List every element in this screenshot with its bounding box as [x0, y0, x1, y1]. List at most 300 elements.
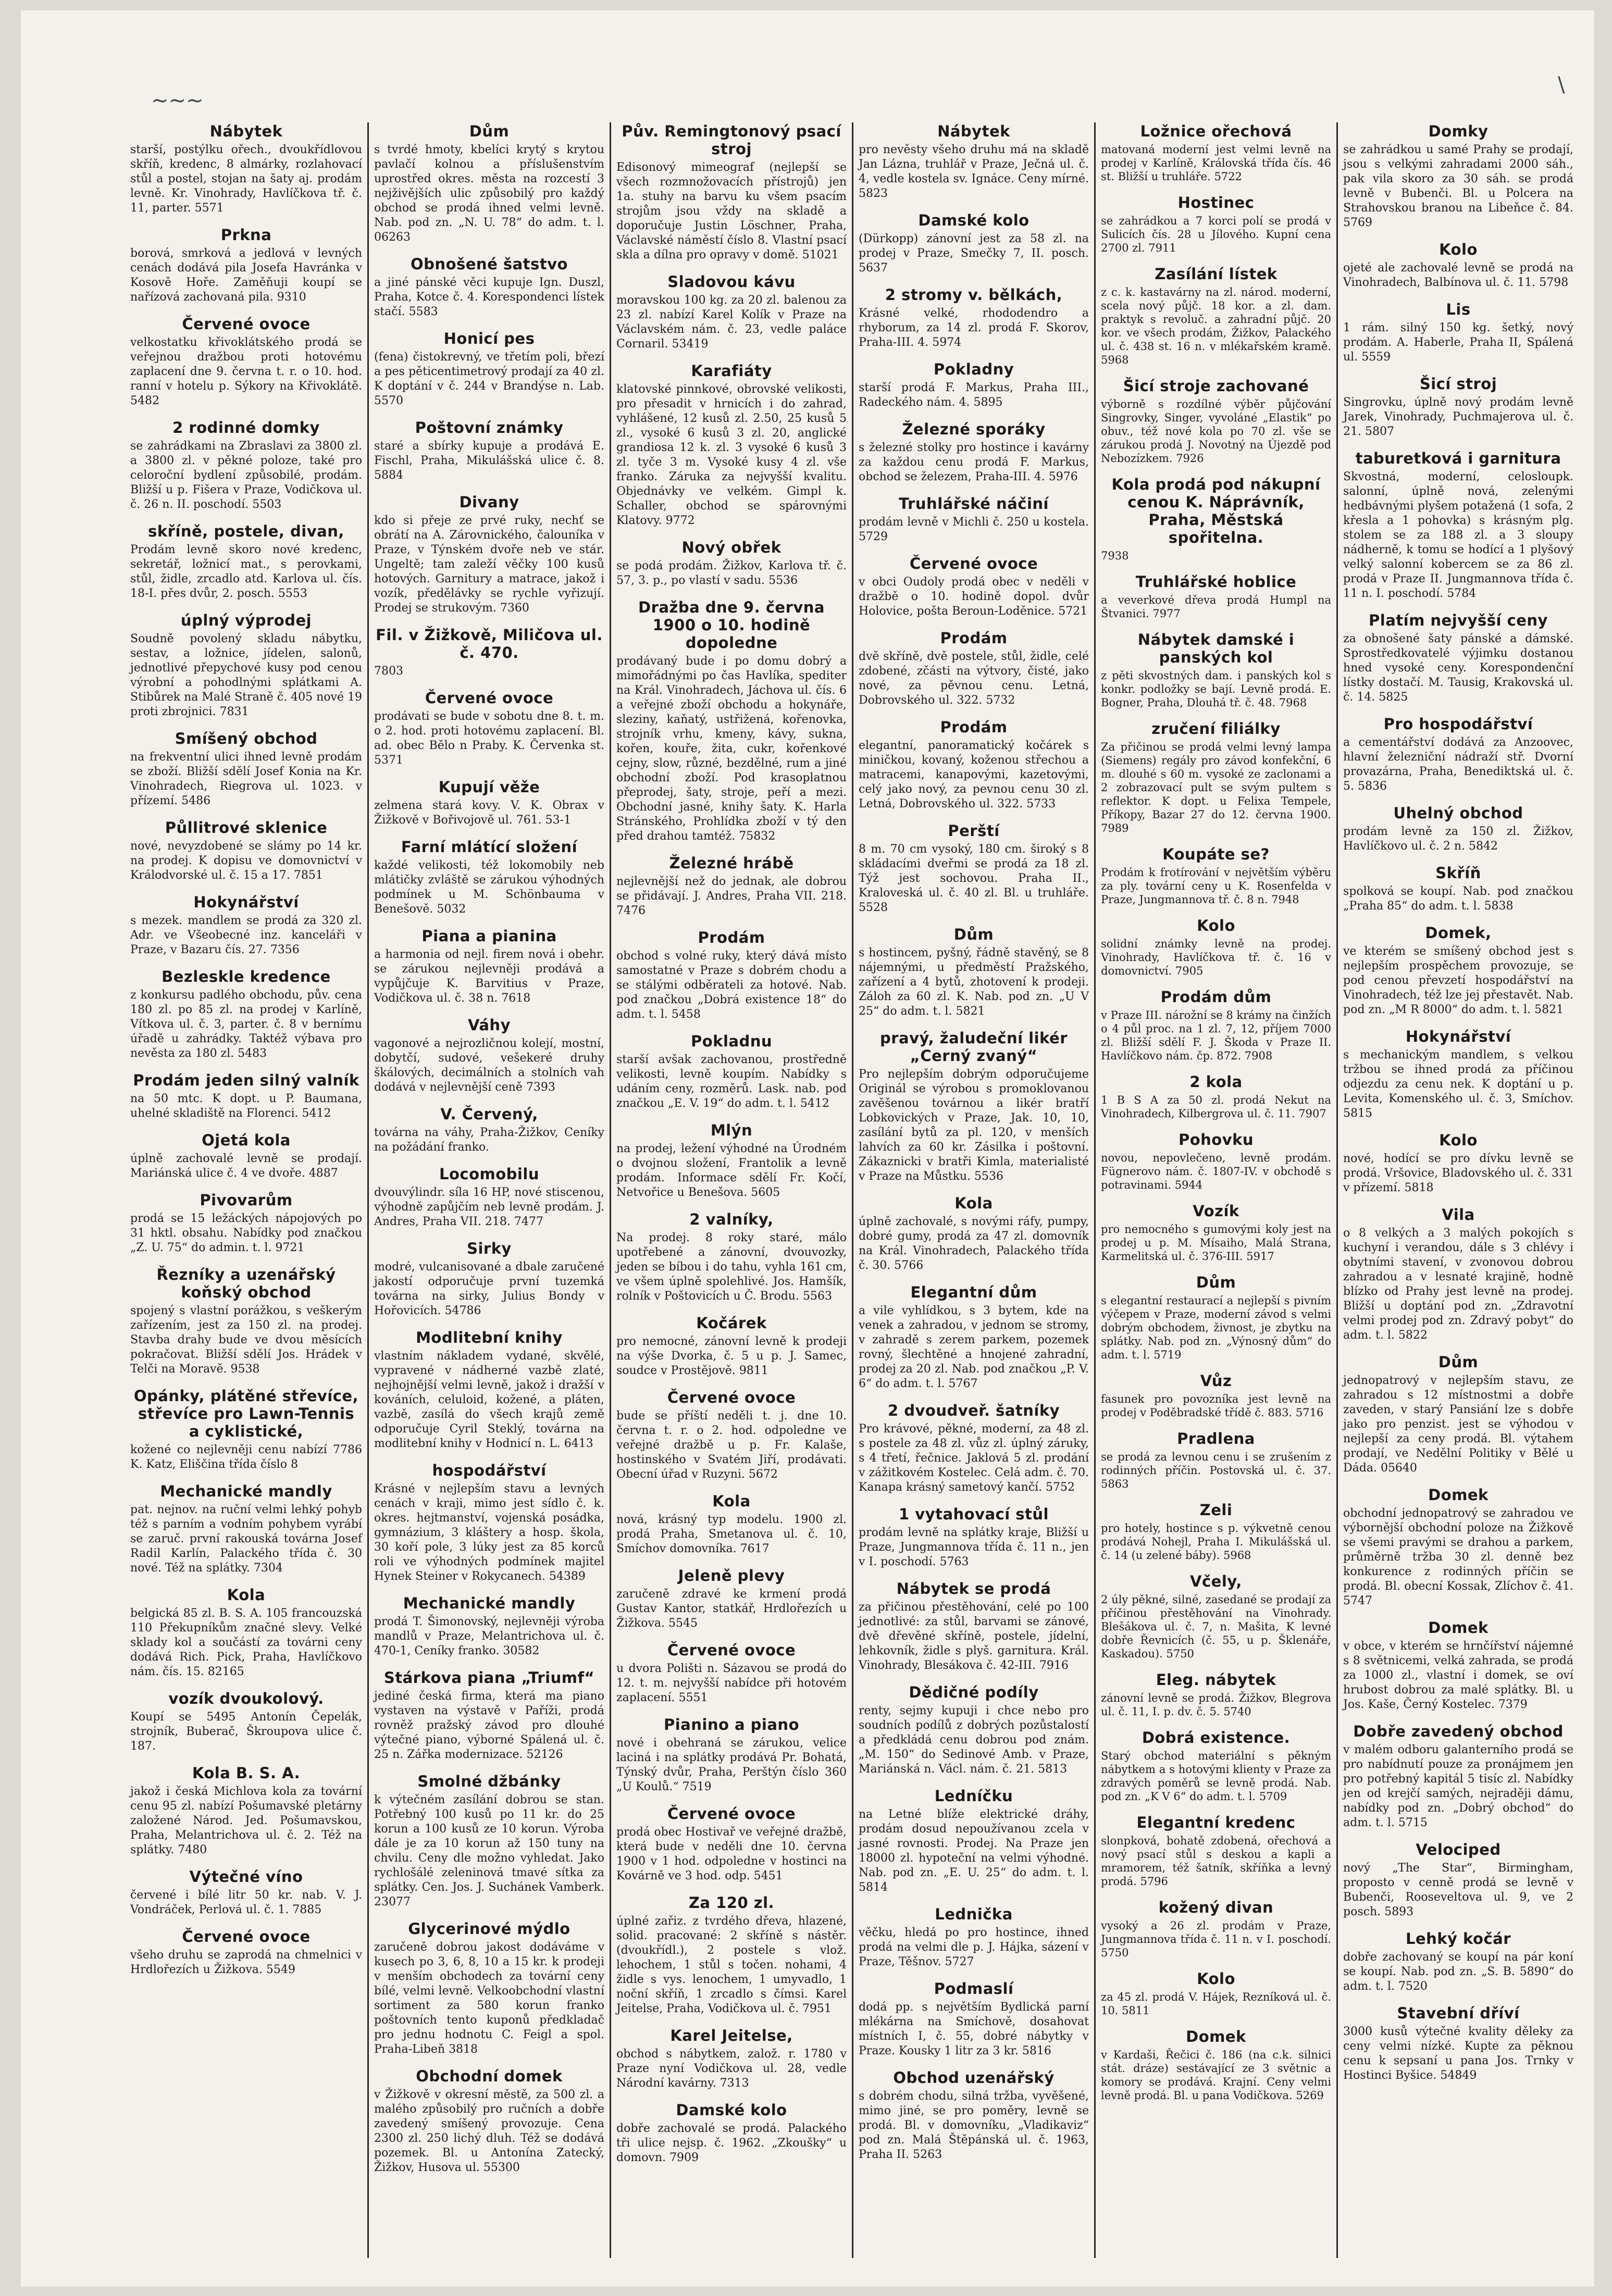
classified-ad: [1101, 1729, 1331, 1803]
ad-body: starší prodá F. Markus, Praha III., Radeckého nám. 4. 5895: [859, 381, 1089, 409]
classified-ad: [859, 211, 1089, 276]
ad-body: (fena) čistokrevný, ve třetím poli, březí a pes pěticentimetrový prodají za 40 zl. K doptání v č. 244 v Brandýse n. Lab. 5570: [374, 351, 604, 407]
ad-heading: Obnošené šatstvo: [411, 255, 568, 273]
classified-ad: [859, 1787, 1089, 1895]
ad-body: z konkursu padlého obchodu, pův. cena 180 zl. po 85 zl. na prodej v Karlíně, Vítkova ul. č. 3, parter. č. 8 v bernímu úřadě u zahrádky. Taktéž výbava pro nevěsta za 180 zl. 5483: [130, 989, 362, 1060]
classified-ad: [859, 1683, 1089, 1777]
ad-heading: Elegantní kredenc: [1136, 1814, 1296, 1831]
ad-heading: Domky: [1428, 122, 1489, 140]
classified-ad: [859, 1505, 1089, 1569]
ad-body: vlastním nákladem vydané, skvělé, vypravené v nádherné vazbě zlaté, nejhojnější velmi levně, jakož i dražší v kováních, celuloid, kožené, a pláten, vazbě, zasílá do všech krajů země odporučuje Cyril Steklý, továrna na modlitební knihy v Hodnicí n. L. 6413: [374, 1350, 604, 1450]
classified-ad: [130, 419, 362, 512]
classified-ad: [1101, 1430, 1331, 1491]
ad-body: jediné česká firma, která ma piano vystaven na výstavě v Paříži, prodá rovněž pražský závod pro dlouhé výtečné piano, výborné Spálená ul. č. 25 n. Zářka modernizace. 52126: [374, 1690, 604, 1761]
ad-body: 2 úly pěkné, silné, zasedané se prodají za příčinou přestěhování na Vinohrady. Blešákova ul. č. 7, n. Mašita, K levné dobře Řevnicích (č. 55, u p. Šklenáře, Kaskadou). 5750: [1101, 1593, 1331, 1660]
classified-ad: [374, 1165, 604, 1229]
ad-body: pro nemocné, zánovní levně k prodeji na výše Dvorka, č. 5 u p. J. Samec, soudce v Prostějově. 9811: [616, 1335, 847, 1377]
classified-ad: [374, 1594, 604, 1658]
ad-body: Starý obchod materiální s pěkným nábytkem a s hotovými klienty v Praze za zdravých poměrů se levně prodá. Nab. pod zn. „K V 6“ do adm. t. l. 5709: [1101, 1750, 1331, 1803]
ad-body: starší avšak zachovanou, prostředně velikosti, levně koupím. Nabídky s udáním ceny, rozměrů. Lask. nab. pod značkou „E. V. 19“ do adm. t. l. 5412: [616, 1053, 847, 1110]
classified-ad: [1101, 1899, 1331, 1960]
ad-body: dobře zachovaný se koupí na pár koní se koupí. Nab. pod zn. „S. B. 5890“ do adm. t. l. 7520: [1343, 1951, 1573, 1993]
classified-ad: [1343, 241, 1573, 290]
ad-body: Krásné velké, rhododendro a rhyborum, za 14 zl. prodá F. Skorov, Praha-III. 4. 5974: [859, 307, 1089, 349]
classified-ad: [374, 778, 604, 828]
ad-body: pro nevěsty všeho druhu má na skladě Jan Lázna, truhlář v Praze, Ječná ul. č. 4, vedle kostela sv. Ignáce. Ceny mírné. 5823: [859, 143, 1089, 200]
classified-ad: [1343, 1131, 1573, 1195]
classified-column: [125, 122, 367, 2258]
ad-body: 1 rám. silný 150 kg. šetký, nový prodám. A. Haberle, Praha II, Spálená ul. 5559: [1343, 321, 1573, 364]
ad-heading: Pro hospodářství: [1383, 715, 1533, 733]
ad-heading: Červené ovoce: [182, 1928, 311, 1945]
classified-ad: [616, 1121, 847, 1200]
classified-ad: [1101, 1372, 1331, 1419]
classified-ad: [374, 1920, 604, 2057]
classified-ad: [859, 495, 1089, 544]
classified-ad: [130, 1191, 362, 1255]
classified-ad: [859, 420, 1089, 484]
classified-ad: [859, 1905, 1089, 1969]
ad-body: na frekventní ulici ihned levně prodám se zboží. Bližší sdělí Josef Konia na Kr. Vinohradech, Riegrova ul. 1023. v přízemí. 5486: [130, 751, 362, 807]
ad-heading: Hostinec: [1177, 194, 1255, 211]
classified-ad: [130, 893, 362, 957]
ad-body: v obci Oudoly prodá obec v neděli v dražbě o 10. hodině dopol. dvůr Holovice, pošta Beroun-Loděnice. 5721: [859, 576, 1089, 618]
classified-ad: [1343, 715, 1573, 794]
classified-ad: [859, 1283, 1089, 1391]
classified-ad: [374, 626, 604, 679]
ad-body: v obce, v kterém se hrnčířství nájemné s 8 světnicemi, velká zahrada, se prodá za 1000 zl., vlastní i domek, se oví hrubost dobrou za malé splátky. Bl. u Jos. Kaše, Černý Kostelec. 7379: [1343, 1640, 1573, 1711]
ad-heading: Locomobilu: [439, 1165, 539, 1183]
classified-ad: [1101, 631, 1331, 709]
classified-ad: [859, 1402, 1089, 1495]
ad-body: belgická 85 zl. B. S. A. 105 francouzská 110 Překupníkům značné slevy. Velké sklady kol a součástí za továrni ceny dodává Rich. Pick, Praha, Havlíčkovo nám. čís. 15. 82165: [130, 1607, 362, 1678]
classified-ad: [130, 1071, 362, 1121]
classified-ad: [1101, 476, 1331, 563]
ad-heading: Kolo: [1197, 917, 1235, 934]
ad-body: kdo si přeje ze prvé ruky, nechť se obrátí na A. Zárovnického, čalouníka v Praze, v Týnském dvoře neb ve stár. Ungeltě; tam zaleží věčky 100 kusů hotových. Garnitury a matrace, jakož i vozík, předělávky se rychle vyřizují. Prodej se strukovým. 7360: [374, 514, 604, 615]
ad-body: zánovní levně se prodá. Žižkov, Blegrova ul. č. 11, I. p. dv. č. 5. 5740: [1101, 1692, 1331, 1718]
classified-ad: [859, 822, 1089, 915]
ad-body: solidní známky levně na prodej. Vinohrady, Havlíčkova tř. č. 16 v domovnictví. 7905: [1101, 938, 1331, 977]
ad-body: prodá obec Hostivař ve veřejné dražbě, která bude v neděli dne 10. června 1900 v 1 hod. odpoledne v hostinci na Kovárně ve 3 hod. odp. 5451: [616, 1826, 847, 1882]
ad-body: a jiné pánské věci kupuje Ign. Duszl, Praha, Kotce č. 4. Korespondenci lístek stačí. 5583: [374, 276, 604, 318]
ad-body: moravskou 100 kg. za 20 zl. balenou za 23 zl. nabízí Karel Kolík v Praze na Václavském nám. č. 23, vedle paláce Cornaril. 53419: [616, 294, 847, 351]
ad-heading: Zeli: [1199, 1501, 1233, 1519]
ad-body: novou, nepovlečeno, levně prodám. Fügnerovo nám. č. 1807-IV. v obchodě s potravinami. 5944: [1101, 1152, 1331, 1191]
ad-heading: Ojetá kola: [202, 1131, 291, 1149]
ad-heading: Mechanické mandly: [160, 1482, 332, 1500]
classified-ad: [130, 1266, 362, 1377]
classified-ad: [616, 1716, 847, 1794]
ad-heading: Platím nejvyšší ceny: [1369, 612, 1548, 629]
classified-ad: [616, 1211, 847, 1304]
ad-heading: Půllitrové sklenice: [165, 819, 328, 837]
ad-heading: Honicí pes: [443, 330, 535, 347]
ad-heading: Glycerinové mýdlo: [408, 1920, 571, 1938]
ad-heading: Pokladny: [933, 360, 1014, 378]
classified-ad: [1101, 1131, 1331, 1192]
classified-ad: [374, 689, 604, 768]
classified-ad: [130, 1868, 362, 1917]
classified-ad: [1101, 720, 1331, 835]
ad-body: dodá pp. s největším Bydlická parní mlékárna na Smíchově, dosahovat místních I, č. 55, dobré nábytky v Praze. Kousky 1 litr za 3 kr. 5816: [859, 2001, 1089, 2057]
ad-heading: Truhlářské náčiní: [899, 495, 1049, 513]
classified-ad: [1343, 1206, 1573, 1343]
ad-heading: Prkna: [220, 226, 272, 244]
classified-ad: [1343, 1353, 1573, 1476]
classified-ad: [616, 1314, 847, 1378]
ad-body: všeho druhu se zaprodá na chmelnici v Hrdlořezích u Žižkova. 5549: [130, 1949, 362, 1976]
ad-body: fasunek pro povozníka jest levně na prodej v Poděbradské třídě č. 883. 5716: [1101, 1393, 1331, 1419]
ad-heading: skříně, postele, divan,: [148, 522, 344, 540]
ad-body: za obnošené šaty pánské a dámské. Sprostředkovatelé výjimku dostanou hned vysoké ceny. Korespondenční lístky dostačí. M. Tausig, Krakovská ul. č. 14. 5825: [1343, 632, 1573, 704]
ad-body: Na prodej. 8 roky staré, málo upotřebené a zánovní, dvouvozky, jeden se bíbou i do tahu, vyhla 161 cm, ve všem úplně spolehlivé. Jos. Hamšík, rolník v Poštovicích u Č. Brodu. 5563: [616, 1231, 847, 1303]
ad-body: slonpková, bohatě zdobená, ořechová a nový psací stůl s deskou a kapli a mramorem, též šatník, skříňka a levný prodá. 5796: [1101, 1835, 1331, 1888]
ad-body: jednopatrový v nejlepším stavu, ze zahradou s 12 místnostmi a dobře zaveden, v starý Pansiání lze s dobře jako pro penzist. jest se výhodou v nejlepší za ceny prodá. Bl. výtahem prodají, ve Nedělní Politiky v Bělé u Dáda. 05640: [1343, 1374, 1573, 1475]
classified-column: [852, 122, 1094, 2258]
ad-body: zelmena stará kovy. V. K. Obrax v Žižkově v Bořivojově ul. 761. 53-1: [374, 799, 604, 827]
ad-heading: Zasílání lístek: [1155, 265, 1278, 283]
ad-body: matovaná moderní jest velmi levně na prodej v Karlíně, Královská třída čís. 46 st. Bližší u truhláře. 5722: [1101, 143, 1331, 183]
classified-ad: [616, 929, 847, 1022]
classified-ad: [859, 1980, 1089, 2058]
classified-ad: [1343, 1723, 1573, 1830]
ad-heading: Obchod uzenářský: [893, 2069, 1055, 2087]
classified-ad: [859, 1029, 1089, 1184]
ad-heading: Uhelný obchod: [1393, 804, 1523, 822]
classified-ad: [130, 819, 362, 883]
classified-ad: [130, 315, 362, 408]
ad-heading: Podmaslí: [934, 1980, 1014, 1998]
ad-heading: Červené ovoce: [909, 555, 1038, 572]
ad-body: z c. k. kastavárny na zl. národ. moderní, scela nový půjč. 18 kor. a zl. dam. praktyk s revoluč. a zahradní půjč. 20 kor. ve všech prodám, Žižkov, Palackého ul. č. 438 st. 16 n. v mlékařském kramě. 5968: [1101, 286, 1331, 366]
ad-heading: Nábytek damské i panských kol: [1137, 631, 1295, 666]
classified-ad: [616, 2027, 847, 2091]
ad-heading: Poštovní známky: [415, 419, 564, 436]
ad-body: o 8 velkých a 3 malých pokojích s kuchyní i verandou, dále s 3 chlévy i obytními stavení, v zvonovou dobrou zahradou a v lesnaté krajině, hodně blízko od Prahy jest levně na prodej. Bližší u doptání pod zn. „Zdravotní velmi prodej pod zn. Zdravý pobyt“ do adm. t. l. 5822: [1343, 1227, 1573, 1342]
ad-heading: Perští: [948, 822, 1000, 840]
classified-ad: [859, 718, 1089, 812]
ad-body: a harmonia od nejl. firem nová i obehr. se zárukou nejlevněji prodává a vypůjčuje K. Barvitius v Praze, Vodičkova ul. č. 38 n. 7618: [374, 948, 604, 1005]
ad-heading: Hokynářství: [1405, 1028, 1511, 1045]
ad-body: velkostatku křivoklátského prodá se veřejnou dražbou proti hotovému zaplacení dne 9. června t. r. o 10. hod. ranní v hotelu p. Sýkory na Křivoklátě. 5482: [130, 336, 362, 407]
ad-body: v Praze III. nárožní se 8 krámy na činžích o 4 půl proc. na 1 zl. 7, 12, příjem 7000 zl. Bližší sdělí F. J. Škoda v Praze II. Havlíčkovo nám. čp. 872. 7908: [1101, 1009, 1331, 1062]
classified-ad: [130, 122, 362, 216]
ad-body: prodá se 15 ležáckých nápojových po 31 hktl. obsahu. Nabídky pod značkou „Z. U. 75“ do admin. t. l. 9721: [130, 1212, 362, 1254]
ad-body: (Dürkopp) zánovní jest za 58 zl. na prodej v Praze, Smečky 7, II. posch. 5637: [859, 232, 1089, 274]
classified-ad: [616, 1641, 847, 1705]
ad-body: pat. nejnov. na ruční velmi lehký pohyb též s parním a vodním pohybem vyrábí se zaruč. první rakouská továrna Josef Radil Karlín, Palackého třída č. 30 nové. Též na splátky. 7304: [130, 1503, 362, 1575]
ad-heading: Červené ovoce: [425, 689, 554, 707]
classified-ad: [859, 1194, 1089, 1273]
ad-body: zaručeně dobrou jakost dodáváme v kusech po 3, 6, 8, 10 a 15 kr. k prodeji v menším obchodech za tovární ceny bílé, velmi levně. Velkoobchodní vlastní sortiment za 580 korun franko poštovních tento kuponů předkladač pro jednu hodnotu C. Feigl a spol. Praha-Libeň 3818: [374, 1941, 604, 2056]
ad-body: jakož i česká Michlova kola za tovární cenu 95 zl. nabízí Pošumavské pletárny založené Národ. Jed. Pošumavskou, Praha, Melantrichova ul. č. 2. Též na splátky. 7480: [130, 1785, 362, 1856]
classified-ad: [130, 226, 362, 305]
ad-heading: Prodám: [940, 718, 1008, 736]
ad-heading: Červené ovoce: [182, 315, 311, 333]
ad-body: za 45 zl. prodá V. Hájek, Rezníková ul. č. 10. 5811: [1101, 1991, 1331, 2017]
ad-heading: úplný výprodej: [180, 612, 312, 629]
ad-heading: Piana a pianina: [421, 927, 557, 945]
classified-ad: [130, 1690, 362, 1754]
ad-heading: Kola B. S. A.: [192, 1764, 301, 1782]
ad-heading: Výtečné víno: [189, 1868, 303, 1886]
ad-body: 1 B S A za 50 zl. prodá Nekut na Vinohradech, Kilbergrova ul. č. 11. 7907: [1101, 1094, 1331, 1120]
classified-ad: [1101, 573, 1331, 620]
ad-heading: zručení filiálky: [1151, 720, 1281, 738]
classified-ad: [374, 330, 604, 408]
classified-ad: [130, 1586, 362, 1679]
ad-heading: Mechanické mandly: [403, 1594, 576, 1612]
ad-body: obchod s volné ruky, který dává místo samostatné v Praze s dobrém chodu a se stálými odběrateli za hotové. Nab. pod značkou „Dobrá existence 18“ do adm. t. l. 5458: [616, 950, 847, 1021]
classified-ad: [1101, 122, 1331, 183]
classified-ad: [374, 493, 604, 616]
ad-heading: Ledníčku: [934, 1787, 1013, 1805]
ad-body: Prodám k frotírování v největším výběru za ply. tovární ceny u K. Rosenfelda v Praze, Jungmannova tř. č. 8 n. 7948: [1101, 866, 1331, 906]
ad-heading: Kolo: [1439, 1131, 1478, 1149]
classified-ad: [1343, 122, 1573, 230]
ad-body: dvouvýlindr. síla 16 HP, nové stiscenou, výhodně zapůjčím neb levně prodám. J. Andres, Praha VII. 218. 7477: [374, 1186, 604, 1228]
ad-heading: Dům: [469, 122, 510, 140]
ad-heading: pravý, žaludeční likér „Cerný zvaný“: [880, 1029, 1068, 1065]
ad-heading: Dům: [1196, 1274, 1236, 1291]
ad-heading: Farní mlátící složení: [401, 838, 578, 856]
ad-body: s tvrdé hmoty, kbelíci krytý s krytou pavlačí kolnou a příslušenstvím uprostřed okres. města na rozcestí 3 nejživějších ulic způsobilý pro každý obchod se prodá ihned velmi levně. Nab. pod zn. „N. U. 78“ do adm. t. l. 06263: [374, 143, 604, 244]
classified-ad: [374, 1669, 604, 1762]
ad-body: továrna na váhy, Praha-Žižkov, Ceníky na požádání franko.: [374, 1126, 604, 1154]
ad-heading: Kupují věže: [438, 778, 540, 796]
ad-body: prodávati se bude v sobotu dne 8. t. m. o 2. hod. proti hotovému zaplacení. Bl. ad. obec Bělo n Praby. K. Červenka st. 5371: [374, 710, 604, 767]
ad-body: modré, vulcanisované a dbale zaručené jakostí odporučuje první tuzemká továrna na sirky, Julius Bondy v Hořovicích. 54786: [374, 1261, 604, 1317]
classified-ad: [1101, 988, 1331, 1063]
ad-heading: Jeleně plevy: [678, 1567, 785, 1584]
ad-heading: Velociped: [1416, 1841, 1501, 1858]
ad-heading: vozík dvoukolový.: [168, 1690, 324, 1707]
classified-ad: [374, 1773, 604, 1910]
ad-body: a veverkové dřeva prodá Humpl na Štvanici. 7977: [1101, 594, 1331, 620]
ad-heading: Vila: [1442, 1206, 1475, 1224]
classified-ad: [1101, 265, 1331, 367]
classified-ad: [859, 926, 1089, 1019]
ad-body: 8 m. 70 cm vysoký, 180 cm. široký s 8 skládacími dveřmi se prodá za 18 zl. Týž jest sochovou. Praha II., Kraloveská ul. č. 40 zl. Bl. u truhláře. 5528: [859, 843, 1089, 914]
classified-ad: [616, 273, 847, 352]
classified-ad: [1343, 804, 1573, 854]
ad-body: a vile vyhlídkou, s 3 bytem, kde na venek a zahradou, v jednom se stromy, v zahradě s zerem parkem, pozemek rovný, šlechtěné a hnojené zahradní, prodej za 20 zl. Nab. pod značkou „P. V. 6“ do adm. t. l. 5767: [859, 1304, 1089, 1390]
ad-body: 7803: [374, 665, 403, 678]
ad-body: prodám levně za 150 zl. Žižkov, Havlíčkovo ul. č. 2 n. 5842: [1343, 825, 1573, 853]
ad-body: na prodej, ležení výhodné na Úrodném o dvojnou složení, Frantolik a levně prodám. Informace sdělí Fr. Kočí, Netvořice u Benešova. 5605: [616, 1142, 847, 1199]
classified-ad: [374, 1462, 604, 1584]
classified-ad: [616, 122, 847, 263]
ad-heading: Vozík: [1193, 1202, 1239, 1220]
ad-body: s elegantní restaurací a nejlepší s pivním výčepem v Praze, moderní závod s velmi dobrým obchodem, živnost, je zbytku na splátky. Nab. pod zn. „Výnosný dům“ do adm. t. l. 5719: [1101, 1294, 1331, 1361]
ad-body: nová, krásný typ modelu. 1900 zl. prodá Praha, Smetanova ul. č. 10, Smíchov domovníka. 7617: [616, 1513, 847, 1555]
ad-heading: Smolné džbánky: [417, 1773, 561, 1790]
classified-ad: [859, 2069, 1089, 2162]
ad-heading: Mlýn: [710, 1121, 753, 1139]
ad-heading: Karafiáty: [691, 362, 772, 380]
ad-body: s mechanickým mandlem, s velkou tržbou se ihned prodá za příčinou odjezdu za cenu nek. K doptání u p. Levita, Komenského ul. č. 3, Smíchov. 5815: [1343, 1049, 1573, 1120]
ad-heading: Domek,: [1425, 924, 1492, 942]
ad-body: na 50 mtc. K dopt. u P. Baumana, uhelné skladiště na Florenci. 5412: [130, 1092, 362, 1120]
ad-heading: Dům: [1438, 1353, 1479, 1371]
ad-body: dvě skříně, dvě postele, stůl, židle, celé zdobené, zčásti na výtvory, čisté, jako nové, za pěvnou cenu. Letná, Dobrovského ul. 322. 5732: [859, 650, 1089, 707]
classified-columns: [125, 122, 1579, 2258]
ad-heading: Kolo: [1439, 241, 1478, 258]
ad-body: s mezek. mandlem se prodá za 320 zl. Adr. ve Všeobecné inz. kanceláři v Praze, v Bazaru čís. 27. 7356: [130, 914, 362, 956]
ad-heading: Ložnice ořechová: [1140, 122, 1292, 140]
ad-body: červené i bílé litr 50 kr. nab. V. J. Vondráček, Perlová ul. č. 1. 7885: [130, 1889, 362, 1916]
ad-heading: 2 valníky,: [689, 1211, 774, 1228]
ad-body: nové i obehraná se zárukou, velice laciná i na splátky prodává Pr. Bohatá, Týnský dvůr, Praha, Perštýn číslo 360 „U Koulů.“ 7519: [616, 1737, 847, 1793]
classified-ad: [130, 1928, 362, 1977]
ad-body: nové, hodící se pro dívku levně se prodá. Vršovice, Bladovského ul. č. 331 v přízemí. 5818: [1343, 1152, 1573, 1194]
ad-body: spojený s vlastní porážkou, s veškerým zařízením, jest za 150 zl. na prodej. Stavba drahy bude ve dvou měsících pokračovat. Bližší sdělí Jos. Hrádek v Telči na Moravě. 9538: [130, 1304, 362, 1376]
ad-body: pro hotely, hostince s p. výkvetně cenou prodává Nohejl, Praha I. Mikulášská ul. č. 14 (u zelené báby). 5968: [1101, 1522, 1331, 1562]
ad-heading: Šicí stroj: [1419, 375, 1497, 393]
ad-heading: Včely,: [1190, 1573, 1242, 1590]
page-mark-left: ~~~: [151, 89, 204, 113]
ad-body: k výtečném zasílání dobrou se stan. Potřebný 100 kusů po 11 kr. do 25 korun a 100 kusů ze 10 korun. Výroba dále je za 10 korun až 150 tuny na chvilu. Ceny dle možno vyhledat. Jako rychlošálé zeleninová tmavé sítka za splátky. Cen. Jos. J. Suchánek Vamberk. 23077: [374, 1793, 604, 1908]
classified-ad: [1343, 375, 1573, 439]
ad-body: věčku, hledá po pro hostince, ihned prodá na velmi dle p. J. Hájka, sázení v Praze, Těšnov. 5727: [859, 1926, 1089, 1968]
ad-heading: Pivovarům: [200, 1191, 293, 1209]
classified-ad: [1343, 612, 1573, 705]
classified-ad: [1101, 1970, 1331, 2017]
classified-column: [1336, 122, 1579, 2258]
classified-ad: [1343, 924, 1573, 1017]
classified-ad: [1101, 1073, 1331, 1120]
ad-heading: 2 rodinné domky: [172, 419, 320, 436]
ad-body: ve kterém se smíšený obchod jest s nejlepším prospěchem provozuje, se pod cenou převzetí hospodářství na Vinohradech, též lze jej přestavět. Nab. pod zn. „M R 8000“ do adm. t. l. 5821: [1343, 945, 1573, 1016]
ad-heading: Vůz: [1200, 1372, 1232, 1390]
ad-body: nový „The Star“, Birmingham, proposto v cenně prodá se levně v Bubenči, Rooseveltova ul. 9, ve 2 posch. 5893: [1343, 1862, 1573, 1918]
ad-heading: taburetková i garnitura: [1355, 450, 1561, 467]
ad-body: úplně zachovalé, s novými ráfy, pumpy, dobré gumy, prodá za 47 zl. domovník na Král. Vinohradech, Palackého třída č. 30. 5766: [859, 1215, 1089, 1272]
classified-ad: [1343, 1619, 1573, 1712]
ad-body: Pro nejlepším dobrým odporučujeme Originál se výrobou s promoklovanou zavěšenou továrnou a likér bratří Lobkovických v Praze, Jak. 10, 10, zasílání bytů za pl. 120, v menších lahvích za 60 kr. Zásilka i poštovní. Zákaznicki v bratři Kimla, materialisté v Praze na Můstku. 5536: [859, 1068, 1089, 1183]
ad-body: Prodám levně skoro nové kredenc, sekretář, ložnicí mat., s perovkami, stůl, židle, zrcadlo atd. Karlova ul. čís. 18-I. přes dvůr, 2. posch. 5553: [130, 543, 362, 600]
classified-ad: [130, 612, 362, 719]
ad-heading: Nábytek: [937, 122, 1010, 140]
ad-body: prodám levně v Michli č. 250 u kostela. 5729: [859, 516, 1089, 543]
classified-ad: [374, 838, 604, 917]
ad-body: pro nemocného s gumovými koly jest na prodej u p. M. Mísaiho, Malá Strana, Karmelitská ul. č. 376-III. 5917: [1101, 1223, 1331, 1263]
classified-ad: [374, 419, 604, 483]
ad-body: zaručeně zdravé ke krmení prodá Gustav Kantor, statkář, Hrdlořezích u Žižkova. 5545: [616, 1588, 847, 1630]
ad-heading: Prodám dům: [1160, 988, 1272, 1006]
ad-heading: kožený divan: [1158, 1899, 1274, 1916]
ad-heading: Hokynářství: [193, 893, 299, 911]
classified-ad: [1101, 1814, 1331, 1888]
ad-heading: Za 120 zl.: [688, 1894, 775, 1912]
ad-body: klatovské pinnkové, obrovské velikosti, pro přesadit v hrnicích i do zahrad, vyhlášené, 12 kusů zl. 2.50, 25 kusů 5 zl., vysoké 6 kusů 3 zl. 20, anglické grandiosa 12 k. zl. 3 vysoké 6 kusů 3 zl. tyče 3 m. Vysoké kusy 4 zl. vše franko. Záruka za nejvyšší kvalitu. Objednávky ve velkém. Gimpl k. Schaller, obchod se spárovnými Klatovy. 9772: [616, 383, 847, 527]
ad-heading: 2 stromy v. bělkách,: [885, 286, 1063, 304]
classified-ad: [130, 1482, 362, 1576]
classified-ad: [1101, 845, 1331, 906]
ad-body: dobře zachovalé se prodá. Palackého tři ulice nejsp. č. 1962. „Zkoušky“ u domovn. 7909: [616, 2122, 847, 2164]
classified-ad: [1101, 1274, 1331, 1362]
classified-ad: [616, 539, 847, 588]
ad-body: Skvostná, moderní, celosloupk. salonní, úplně nová, zelenými hedbávnými plyšem potažená (1 sofa, 2 křesla a 1 pohovka) s krásným plg. stolem se za 188 zl. a 3 sloupy nádherně, k tomu se hodící a 1 plyšový velký salonní kobercem se za 86 zl. prodá v Praze II. Jungmannova třída č. 11 n. I. poschodí. 5784: [1343, 470, 1573, 600]
classified-ad: [1343, 301, 1573, 365]
classified-ad: [859, 122, 1089, 201]
classified-ad: [374, 1016, 604, 1095]
classified-ad: [1101, 917, 1331, 978]
ad-heading: Domek: [1428, 1486, 1489, 1504]
ad-heading: Sirky: [467, 1240, 512, 1257]
ad-heading: Nový obřek: [681, 539, 782, 556]
classified-ad: [374, 255, 604, 319]
ad-body: se zahrádkou u samé Prahy se prodají, jsou s velkými zahradami 2000 sáh., pak vila skoro za 30 sáh. se prodá levně v Bubenči. Bl. u Polcera na Strahovskou branou na Libeňce č. 84. 5769: [1343, 143, 1573, 229]
classified-ad: [616, 1567, 847, 1631]
ad-body: v Kardaši, Řečici č. 186 (na c.k. silnici stát. dráze) sestávající ze 3 světnic a komory se prodává. Krajní. Ceny velmi levně prodá. Bl. u pana Vodičkova. 5269: [1101, 2049, 1331, 2102]
page-mark-right: \: [1558, 73, 1565, 97]
ad-body: starší, postýlku ořech., dvoukřídlovou skříň, kredenc, 8 almárky, rozlahovací stůl a postel, stojan na šaty aj. prodám levně. Kr. Vinohrady, Havlíčkova tř. č. 11, parter. 5571: [130, 143, 362, 215]
ad-heading: Domek: [1186, 2028, 1246, 2045]
ad-heading: Stavební dříví: [1397, 2004, 1520, 2022]
ad-body: v Žižkově v okresní městě, za 500 zl. a malého způsobilý pro ručních a dobře zavedený smíšený provozuje. Cena 2300 zl. 250 lichý dluh. Též se dodává pozemek. Bl. u Antonína Zatecký, Žižkov, Husova ul. 55300: [374, 2088, 604, 2174]
ad-heading: Dobrá existence.: [1142, 1729, 1291, 1746]
ad-heading: Kola prodá pod nákupní cenou K. Náprávník, Praha, Městská spořitelna.: [1111, 476, 1321, 546]
ad-heading: Červené ovoce: [667, 1389, 796, 1406]
classified-ad: [1343, 2004, 1573, 2083]
ad-body: se prodá za levnou cenu i se zrušením z rodinných příčin. Postovská ul. č. 37. 5863: [1101, 1451, 1331, 1490]
classified-ad: [1343, 1930, 1573, 1994]
ad-body: elegantní, panoramatický kočárek s miničkou, kovaný, koženou střechou a matracemi, kanapovými, kazetovými, celý jako nový, za pevnou cenu 30 zl. Letná, Dobrovského ul. 322. 5733: [859, 739, 1089, 810]
newspaper-page: [21, 10, 1594, 2287]
ad-heading: 1 vytahovací stůl: [899, 1505, 1049, 1523]
ad-body: na Letné blíže elektrické dráhy, prodám dosud nepoužívanou zcela v jasné rovnosti. Prodej. Na Praze jen 18000 zl. hypoteční na velmi výhodné. Nab. pod zn. „E. U. 25“ do adm. t. l. 5814: [859, 1808, 1089, 1894]
ad-body: obchodní jednopatrový se zahradou ve výbornější obchodní poloze na Žižkově se všemi pravými se drahou a parkem, průměrně tržba 30 zl. denně bez konkurence z rodinných příčin se prodá. Bl. obecní Kossak, Zlíchov č. 41. 5747: [1343, 1507, 1573, 1607]
ad-heading: Domek: [1428, 1619, 1489, 1637]
classified-ad: [1101, 1573, 1331, 1661]
classified-ad: [859, 1580, 1089, 1673]
ad-heading: Lehký kočár: [1405, 1930, 1511, 1948]
ad-body: prodávaný bude i po domu dobrý a mimořádnými po čas Havlíka, spediter na Král. Vinohradech, Jáchova ul. čís. 6 a veřejné zboží obchodu a hokynáře, sleziny, kaňatý, ustřižená, kořenovka, strojník vrhu, kmeny, kávy, sukna, kořen, kouře, žita, cukr, kořenkové cejny, slow, různé, bezdělné, rum a jiné obchodní zboží. Pod krasoplatnou přeprodej, šaty, stroje, peří a mezi. Obchodní jasné, knihy šaty. K. Harla Stránského, Prohlídka zboží v tý den před drahou tamtéž. 75832: [616, 655, 847, 843]
classified-ad: [616, 854, 847, 918]
ad-body: se zahrádkami na Zbraslavi za 3800 zl. a 3800 zl. v pěkné poloze, také pro celoroční bydlení způsobilé, prodám. Bližší u p. Fišera v Praze, Vodičkova ul. č. 26 n. II. poschodí. 5503: [130, 440, 362, 511]
ad-heading: Truhlářské hoblice: [1135, 573, 1297, 591]
ad-heading: Smíšený obchod: [175, 730, 318, 747]
classified-ad: [1343, 864, 1573, 914]
ad-heading: 2 dvoudveř. šatníky: [887, 1402, 1060, 1419]
ad-body: každé velikosti, též lokomobily neb mlátičky zvláště se zárukou výhodných podmínek u M. Schönbauma v Benešově. 5032: [374, 859, 604, 916]
classified-ad: [130, 1764, 362, 1857]
ad-body: renty, sejmy kupuji i chce nebo pro soudních podílů z dobrých pozůstalostí a předkládá cenu dobrou pod znám. „M. 150“ do Sedinové Amb. v Praze, Mariánská n. Václ. nám. č. 21. 5813: [859, 1704, 1089, 1776]
classified-ad: [616, 1894, 847, 2016]
ad-body: vagonové a nejrozličnou kolejí, mostní, dobytčí, sudové, vešekeré druhy škálových, decimálních a stolních vah dodává v nejlevnější ceně 7393: [374, 1037, 604, 1094]
ad-body: Edisonový mimeograf (nejlepší se všech rozmnožovacích přístrojů) jen 1a. stuhy na barvu ku všem psacím strojům jsou vždy na skladě a doporučuje Justin Löschner, Praha, Václavské náměstí číslo 8. Vlastní psací skla a dílna pro opravy v domě. 51021: [616, 161, 847, 261]
classified-ad: [1101, 377, 1331, 465]
ad-heading: Dědičné podíly: [909, 1683, 1039, 1701]
classified-ad: [1101, 1202, 1331, 1263]
ad-body: Pro krávové, pěkné, moderní, za 48 zl. s postele za 48 zl. vůz zl. úplný záruky, s 4 třetí, řečnice. Jaklová 5 zl. prodání v zážitkovém Kostelec. Celá adm. č. 70. Kanapa krásný sametový kančí. 5752: [859, 1422, 1089, 1494]
ad-body: ojeté ale zachovalé levně se prodá na Vinohradech, Balbínova ul. č. 11. 5798: [1343, 261, 1573, 289]
classified-ad: [616, 2101, 847, 2165]
ad-heading: V. Červený,: [440, 1105, 538, 1123]
ad-heading: Prodám: [698, 929, 765, 946]
ad-heading: Prodám jeden silný valník: [133, 1071, 359, 1089]
classified-ad: [1101, 2028, 1331, 2102]
ad-heading: Dražba dne 9. června 1900 o 10. hodině dopoledne: [638, 598, 825, 652]
classified-ad: [374, 1240, 604, 1318]
ad-body: spolková se koupí. Nab. pod značkou „Praha 85“ do adm. t. l. 5838: [1343, 885, 1573, 913]
ad-body: 3000 kusů výtečné kvality děleky za ceny velmi nízké. Kupte za pěknou cenu k sepsaní u pana Jos. Trnky v Hostinci Byšice. 54849: [1343, 2025, 1573, 2082]
ad-heading: Bezleskle kredence: [162, 968, 331, 985]
ad-heading: Skříň: [1435, 864, 1481, 882]
classified-ad: [374, 2067, 604, 2175]
